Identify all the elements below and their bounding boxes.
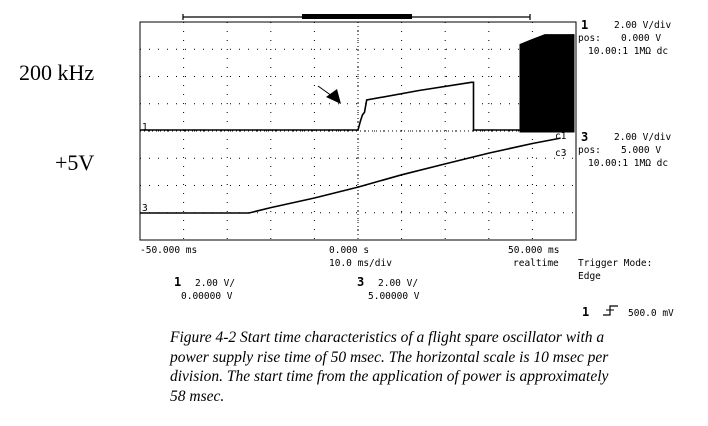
bottom-ch3-scale: 2.00 V/ [378, 278, 419, 289]
trigger-channel: 1 [582, 305, 590, 319]
x-tick-right: 50.000 ms [508, 245, 560, 256]
bottom-ch1-readout [174, 275, 235, 302]
ch3-pos-value: 5.000 V [621, 145, 662, 156]
ch3-scale: 2.00 V/div [614, 132, 672, 143]
record-indicator-bar [183, 14, 530, 20]
acquisition-mode: realtime [513, 258, 559, 269]
bottom-ch1-scale: 2.00 V/ [195, 278, 236, 289]
bottom-ch3-number: 3 [357, 275, 365, 289]
trace-ch1-oscillation [520, 35, 574, 132]
start-arrow [318, 86, 341, 104]
trace-ch3 [140, 138, 561, 213]
ch1-pos-label: pos: [578, 33, 601, 44]
bottom-ch1-number: 1 [174, 275, 182, 289]
ch3-ground-marker: 3 [142, 203, 148, 214]
trigger-mode-value: Edge [578, 271, 601, 282]
bottom-ch3-offset: 5.00000 V [368, 291, 420, 302]
frequency-annotation: 200 kHz [19, 60, 95, 85]
time-scale: 10.0 ms/div [329, 258, 392, 269]
x-tick-left: -50.000 ms [140, 245, 198, 256]
ch1-readout [578, 18, 671, 57]
ch1-ground-marker: 1 [142, 122, 148, 133]
voltage-annotation: +5V [55, 150, 95, 175]
trace-ch1 [140, 82, 569, 130]
bottom-ch1-offset: 0.00000 V [181, 291, 233, 302]
bottom-ch3-readout [357, 275, 420, 302]
trigger-mode-label: Trigger Mode: [578, 258, 653, 269]
ch3-probe: 10.00:1 1MΩ dc [588, 158, 669, 169]
ch1-pos-value: 0.000 V [621, 33, 662, 44]
ch1-probe: 10.00:1 1MΩ dc [588, 46, 669, 57]
graticule-grid [140, 22, 576, 240]
trigger-level: 500.0 mV [628, 308, 674, 319]
figure-caption: Figure 4-2 Start time characteristics of a flight spare oscillator with a power supply rise time of 50 msec. The horizontal scale is 10 msec per division. The start time from the application of power is approximately 58 msec. [170, 329, 609, 405]
ch3-end-marker: c3 [555, 148, 567, 159]
ch1-end-marker: c1 [555, 131, 567, 142]
traces [140, 35, 574, 213]
ch3-readout [578, 130, 671, 169]
x-tick-center: 0.000 s [329, 245, 370, 256]
ch3-number: 3 [581, 130, 589, 144]
ch3-pos-label: pos: [578, 145, 601, 156]
ch1-scale: 2.00 V/div [614, 20, 672, 31]
trigger-readout [582, 305, 674, 319]
ch1-number: 1 [581, 18, 589, 32]
